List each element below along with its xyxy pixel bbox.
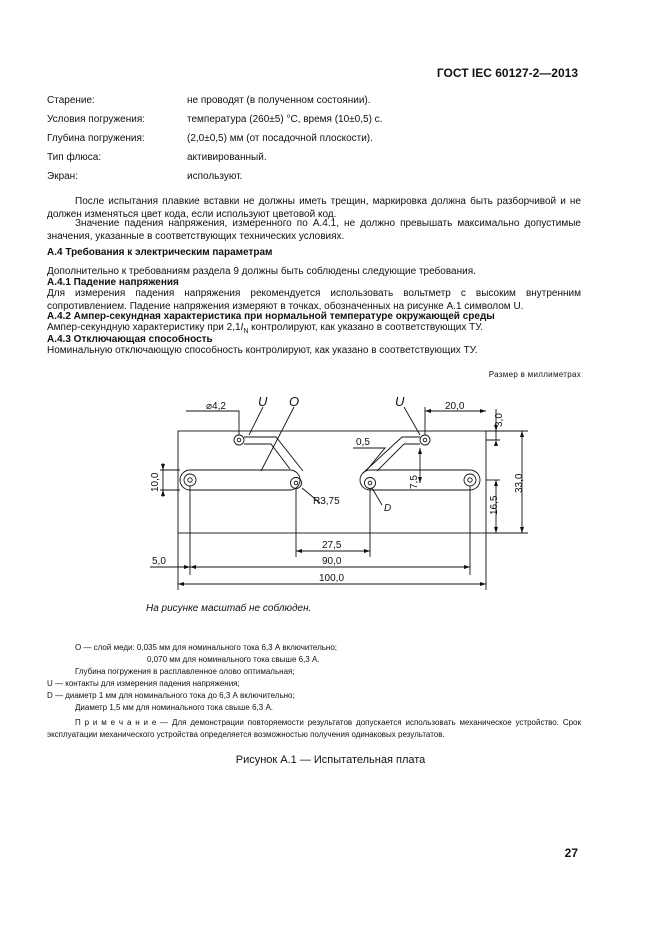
dim-100: 100,0 [319,573,345,584]
dim-27-5: 27,5 [322,540,342,551]
label-o: O [289,394,300,409]
test-board-drawing [0,385,661,615]
right-track [363,437,420,473]
dim-16-5: 16,5 [489,495,500,515]
subsection-heading: А.4.1 Падение напряжения [47,277,179,288]
param-label: Тип флюса: [47,152,102,163]
units-note: Размер в миллиметрах [488,370,581,379]
paragraph: Для измерения падения напряжения рекомендуется использовать вольтметр с высоким внутренним сопротивлением. Падение напряжения измеряют в точках, обозначенных на рисунке А.1 символом U. [47,288,581,312]
dim-diameter: ⌀4,2 [206,401,226,412]
dim-20: 20,0 [445,401,465,412]
param-label: Старение: [47,95,95,106]
param-value: температура (260±5) °С, время (10±0,5) с. [187,114,383,125]
subsection-heading: А.4.2 Ампер-секундная характеристика при нормальной температуре окружающей среды [47,311,495,322]
dim-r3-75: R3,75 [313,496,340,507]
figure-caption: Рисунок А.1 — Испытательная плата [235,754,426,766]
label-d: D [384,503,392,514]
paragraph: Номинальную отключающую способность контролируют, как указано в соответствующих ТУ. [47,345,478,356]
section-heading: А.4 Требования к электрическим параметрам [47,247,273,258]
page-number: 27 [564,846,578,860]
legend-o: О — слой меди: 0,035 мм для номинального тока 6,3 А включительно; [75,643,338,652]
param-value: не проводят (в полученном состоянии). [187,95,371,106]
param-label: Глубина погружения: [47,133,145,144]
figure-note: П р и м е ч а н и е — Для демонстрации повторяемости результатов допускается использовать механическое устройство. Срок эксплуатации механического устройства определяется возможностью получения одинаковых результатов. [47,718,581,739]
param-value: используют. [187,171,243,182]
left-track [244,437,303,471]
dim-0-5: 0,5 [356,437,370,448]
legend-d: D — диаметр 1 мм для номинального тока до 6,3 А включительно; [47,691,295,700]
subsection-heading: А.4.3 Отключающая способность [47,334,213,345]
dim-7-5: 7,5 [409,475,420,489]
legend-o-2: 0,070 мм для номинального тока свыше 6,3 А. [147,655,320,664]
legend-depth: Глубина погружения в расплавленное олово оптимальная; [75,667,295,676]
paragraph: Ампер-секундную характеристику при $2,1I_N$ контролируют, как указано в соответствующих ТУ. [47,322,484,335]
param-value: активированный. [187,152,267,163]
param-label: Экран: [47,171,78,182]
document-header: ГОСТ IEC 60127-2—2013 [436,66,578,80]
dim-10: 10,0 [150,472,161,492]
paragraph: После испытания плавкие вставки не должны иметь трещин, маркировка должна быть разборчивой и не должен изменяться цвет кода, если используют цветовой код. [47,196,581,220]
dim-5: 5,0 [152,556,166,567]
dim-33: 33,0 [514,473,525,493]
label-u-right: U [395,394,405,409]
legend-u: U — контакты для измерения падения напряжения; [47,679,240,688]
scale-note: На рисунке масштаб не соблюден. [146,603,312,614]
dim-3: 3,0 [494,413,505,427]
paragraph: Дополнительно к требованиям раздела 9 должны быть соблюдены следующие требования. [47,266,476,277]
board-outline [178,431,486,533]
label-u-left: U [258,394,268,409]
paragraph: Значение падения напряжения, измеренного по А.4.1, не должно превышать максимально допустимые значения, указанные в соответствующих технических условиях. [47,218,581,242]
legend-d-2: Диаметр 1,5 мм для номинального тока свыше 6,3 А. [75,703,273,712]
param-label: Условия погружения: [47,114,146,125]
param-value: (2,0±0,5) мм (от посадочной плоскости). [187,133,373,144]
left-slot [180,470,300,490]
dim-90: 90,0 [322,556,342,567]
